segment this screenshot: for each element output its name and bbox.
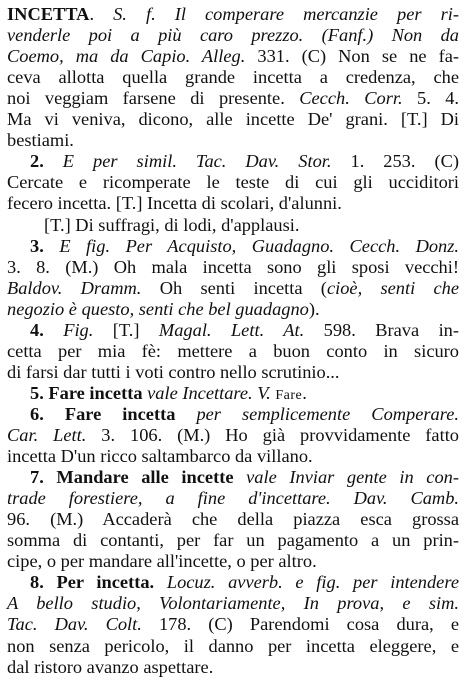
entry-text: 598. Brava in- xyxy=(304,319,459,340)
entry-text: fecero incetta. [T.] Incetta di scolari, d'alunni. xyxy=(7,193,342,214)
entry-text: Cecch. Corr. xyxy=(299,88,403,109)
entry-text: trade forestiere, a fine d'incettare. Dav. Camb. xyxy=(7,488,459,509)
entry-text: . xyxy=(302,382,307,403)
entry-text: . xyxy=(89,4,114,24)
entry-text: bestiami. xyxy=(7,130,74,151)
entry-text: Ma vi veniva, dicono, alle incette De' grani. [T.] Di xyxy=(7,109,459,130)
entry-text: venderle poi a più caro prezzo. (Fanf.) Non da xyxy=(7,25,459,46)
entry-text: 96. (M.) Accaderà che della piazza esca grossa xyxy=(7,509,459,530)
entry-text: Magal. Lett. At. xyxy=(158,319,305,340)
entry-sense-label: 7. Mandare alle incette xyxy=(30,467,247,488)
entry-text: [T.] Di suffragi, di lodi, d'applausi. xyxy=(44,214,300,235)
entry-text: cioè, senti che xyxy=(326,277,459,298)
entry-text: ceva allotta quella grande incetta a credenza, che xyxy=(7,67,459,88)
entry-text: 331. (C) Non se ne fa- xyxy=(257,46,459,67)
entry-text: cetta per mia fè: mettere a buon conto in sicuro xyxy=(7,340,459,361)
entry-text: di farsi dar tutti i voti contro nello scrutinio... xyxy=(7,361,340,382)
entry-text: negozio è questo, senti che bel guadagno xyxy=(7,298,309,319)
entry-text: Tac. Dav. Colt. xyxy=(7,614,142,635)
entry-text: 178. (C) Parendomi cosa dura, e xyxy=(141,614,459,635)
entry-text: Cercate e ricomperate le teste di cui gli ucciditori xyxy=(7,172,459,193)
entry-text: S. f. Il comperare mercanzie per ri- xyxy=(113,4,459,24)
entry-text: [T.] xyxy=(112,319,159,340)
entry-text: E per simil. Tac. Dav. Stor. xyxy=(62,151,332,172)
entry-line xyxy=(7,653,459,681)
entry-text: non senza pericolo, il danno per incetta eleggere, e xyxy=(7,635,459,656)
entry-text: Fare xyxy=(275,387,303,403)
entry-text: Coemo, ma da Capio. Alleg. xyxy=(7,46,258,67)
entry-text: A bello studio, Volontariamente, In prova, e sim. xyxy=(7,593,459,614)
entry-sense-label: 2. xyxy=(30,151,63,172)
entry-text: Oh senti incetta ( xyxy=(141,277,327,298)
entry-text: 3. 106. (M.) Ho già provvidamente fatto xyxy=(86,425,460,445)
entry-text: somma di contanti, per far un pagamento a un prin- xyxy=(7,530,459,551)
entry-text: vale Inviar gente in con- xyxy=(246,467,459,488)
entry-text: Baldov. Dramm. xyxy=(7,277,142,298)
entry-text: incetta D'un ricco saltambarco da villano. xyxy=(7,446,313,467)
entry-text: Fig. xyxy=(63,319,113,340)
entry-sense-label: 6. Fare incetta xyxy=(30,403,197,424)
entry-text: ). xyxy=(308,298,320,319)
entry-text: 3. 8. (M.) Oh mala incetta sono gli sposi vecchi! xyxy=(7,256,459,277)
entry-text: dal ristoro avanzo aspettare. xyxy=(7,656,214,677)
entry-text: noi veggiam farsene di presente. xyxy=(7,88,300,109)
entry-text: Locuz. avverb. e fig. per intendere xyxy=(166,572,459,593)
entry-text: cipe, o per mandare all'incette, o per altro. xyxy=(7,551,317,572)
entry-text: 5. 4. xyxy=(402,88,460,109)
entry-sense-label: 5. Fare incetta xyxy=(30,382,148,403)
entry-text: vale Incettare. V. xyxy=(147,382,276,403)
entry-sense-label: 3. xyxy=(30,235,60,256)
entry-text: per semplicemente Comperare. xyxy=(196,403,459,424)
entry-sense-label: 8. Per incetta. xyxy=(30,572,167,593)
entry-text: Car. Lett. xyxy=(7,425,87,445)
entry-sense-label: 4. xyxy=(30,319,64,340)
entry-sense-label: INCETTA xyxy=(7,4,90,24)
entry-text: 1. 253. (C) xyxy=(331,151,459,172)
entry-text: E fig. Per Acquisto, Guadagno. Cecch. Donz. xyxy=(59,235,460,256)
